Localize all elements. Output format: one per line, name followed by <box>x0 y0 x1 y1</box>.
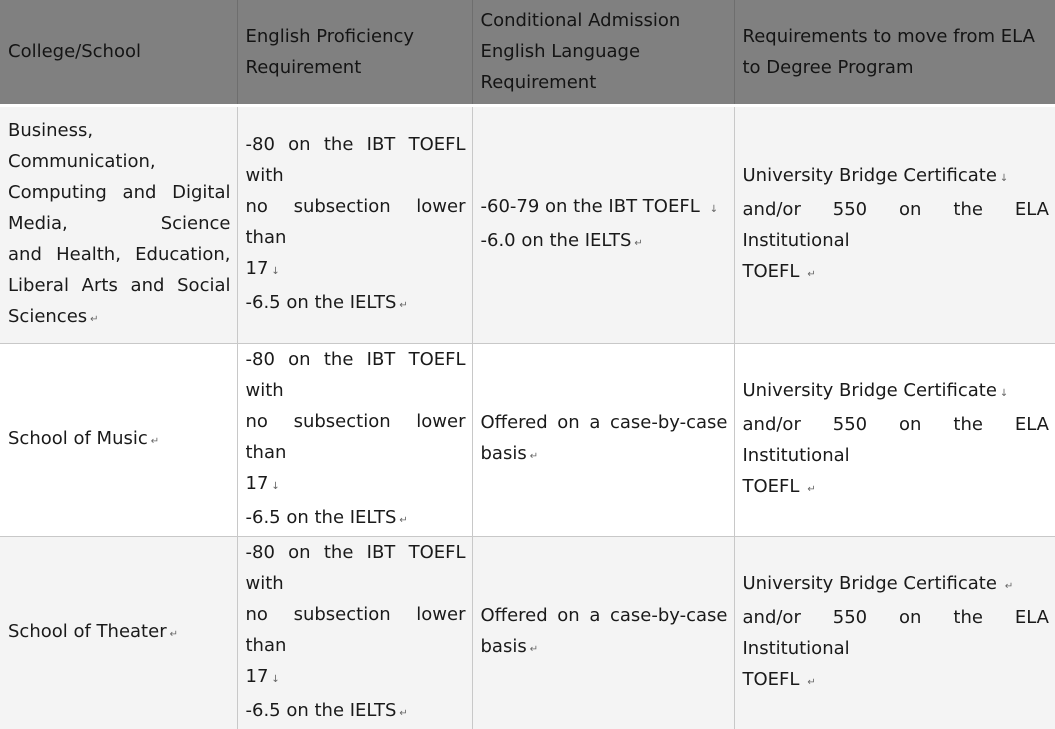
move-cell <box>734 105 1055 343</box>
school-line: Communication, <box>8 150 156 172</box>
header-row <box>0 0 1055 105</box>
line-break-mark-icon: ↓ <box>709 203 719 215</box>
move-line: TOEFL <box>742 260 800 282</box>
line-break-mark-icon: ↓ <box>271 673 280 685</box>
school-line: and Health, Education, <box>8 243 231 265</box>
school-cell <box>0 536 237 729</box>
proficiency-line: -6.5 on the IELTS <box>245 699 397 721</box>
proficiency-line: no subsection lower than <box>245 195 466 248</box>
line-break-mark-icon: ↓ <box>271 265 280 277</box>
table-row <box>0 105 1055 343</box>
line-break-mark-icon: ↓ <box>271 480 280 492</box>
school-line: Business, <box>8 119 94 141</box>
proficiency-line: -6.5 on the IELTS <box>245 506 397 528</box>
conditional-cell <box>472 105 734 343</box>
paragraph-mark-icon: ↵ <box>399 514 408 526</box>
proficiency-line: -6.5 on the IELTS <box>245 291 397 313</box>
header-move-requirements: Requirements to move from ELA to Degree Program <box>734 0 1055 105</box>
paragraph-mark-icon: ↵ <box>634 237 643 249</box>
proficiency-cell <box>237 343 472 536</box>
proficiency-cell <box>237 105 472 343</box>
conditional-line: basis <box>480 636 527 657</box>
paragraph-mark-icon: ↵ <box>529 451 539 462</box>
conditional-cell <box>472 343 734 536</box>
school-cell <box>0 105 237 343</box>
conditional-cell <box>472 536 734 729</box>
move-cell <box>734 536 1055 729</box>
proficiency-line: 17 <box>245 257 269 279</box>
paragraph-mark-icon: ↵ <box>399 707 408 719</box>
school-line: Sciences <box>8 305 88 327</box>
move-line: and/or 550 on the ELA Institutional <box>742 198 1049 251</box>
header-english-proficiency: English Proficiency Requirement <box>237 0 472 105</box>
move-line: TOEFL <box>742 475 800 497</box>
conditional-line: basis <box>480 443 527 464</box>
proficiency-line: 17 <box>245 472 269 494</box>
header-conditional-admission: Conditional Admission English Language Requirement <box>472 0 734 105</box>
paragraph-mark-icon: ↵ <box>169 628 178 640</box>
school-line: School of Theater <box>8 620 167 642</box>
proficiency-cell <box>237 536 472 729</box>
paragraph-mark-icon: ↵ <box>529 644 539 655</box>
header-college-school: College/School <box>0 0 237 105</box>
conditional-line: Offered on a case-by-case <box>480 605 728 626</box>
table-row <box>0 343 1055 536</box>
move-line: University Bridge Certificate <box>742 379 997 401</box>
school-line: School of Music <box>8 427 148 449</box>
paragraph-mark-icon: ↵ <box>807 483 816 495</box>
school-line: Computing and Digital <box>8 181 231 203</box>
proficiency-line: 17 <box>245 665 269 687</box>
paragraph-mark-icon: ↵ <box>807 268 816 280</box>
school-cell <box>0 343 237 536</box>
school-line-last <box>8 301 231 335</box>
conditional-line: -60-79 on the IBT TOEFL <box>480 195 700 217</box>
move-cell <box>734 343 1055 536</box>
school-line: Media, Science <box>8 212 231 234</box>
move-line: and/or 550 on the ELA Institutional <box>742 606 1049 659</box>
table-row <box>0 536 1055 729</box>
conditional-line: -6.0 on the IELTS <box>480 229 632 251</box>
line-break-mark-icon: ↓ <box>999 387 1009 399</box>
line-break-mark-icon: ↓ <box>999 172 1009 184</box>
paragraph-mark-icon: ↵ <box>150 435 160 447</box>
move-line: University Bridge Certificate <box>742 572 997 594</box>
move-line: University Bridge Certificate <box>742 164 997 186</box>
paragraph-mark-icon: ↵ <box>90 313 99 325</box>
proficiency-line: no subsection lower than <box>245 603 466 656</box>
paragraph-mark-icon: ↵ <box>1004 580 1014 592</box>
move-line: TOEFL <box>742 668 800 690</box>
proficiency-line: -80 on the IBT TOEFL with <box>245 541 466 594</box>
move-line: and/or 550 on the ELA Institutional <box>742 413 1049 466</box>
proficiency-line: -80 on the IBT TOEFL with <box>245 133 466 186</box>
paragraph-mark-icon: ↵ <box>807 676 816 688</box>
paragraph-mark-icon: ↵ <box>399 299 408 311</box>
proficiency-line: -80 on the IBT TOEFL with <box>245 348 466 401</box>
school-line: Liberal Arts and Social <box>8 274 231 296</box>
proficiency-line: no subsection lower than <box>245 410 466 463</box>
conditional-line: Offered on a case-by-case <box>480 412 728 433</box>
